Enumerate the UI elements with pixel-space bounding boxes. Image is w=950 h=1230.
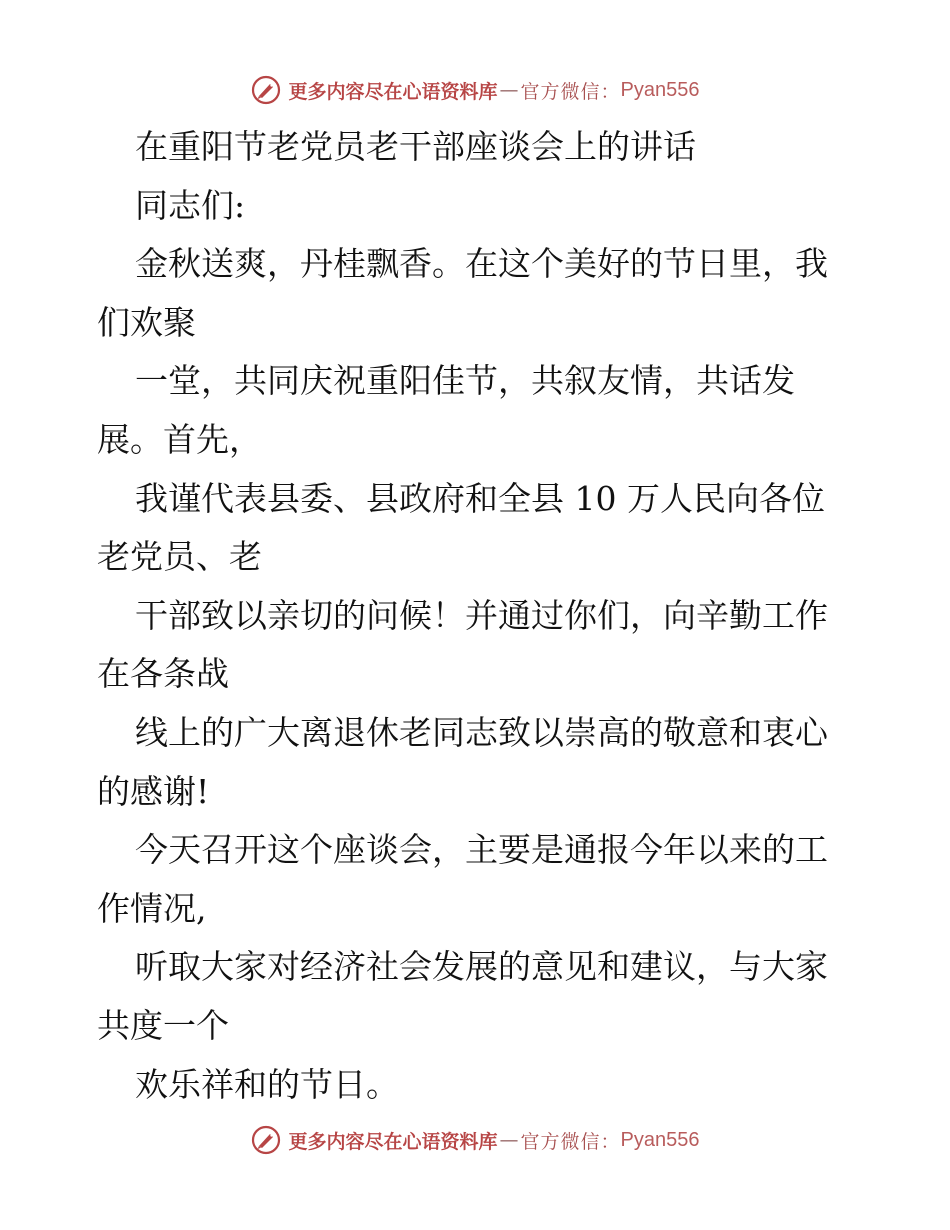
banner-handle: Pyan556 xyxy=(620,78,700,101)
text-line: 干部致以亲切的问候！并通过你们，向辛勤工作 xyxy=(135,595,828,635)
banner-brand: 更多内容尽在心语资料库 xyxy=(288,80,498,103)
text-line: 作情况, xyxy=(97,888,207,928)
banner-dash: — xyxy=(499,1129,519,1151)
banner-brand: 更多内容尽在心语资料库 xyxy=(288,1130,498,1153)
header-banner xyxy=(0,70,950,110)
footer-banner xyxy=(0,1120,950,1160)
text-line: 我谨代表县委、县政府和全县 10 万人民向各位 xyxy=(135,478,825,518)
banner-dash: — xyxy=(499,79,519,101)
pen-nib-logo-icon xyxy=(251,1125,281,1155)
banner-handle: Pyan556 xyxy=(620,1128,700,1151)
text-line: 听取大家对经济社会发展的意见和建议，与大家 xyxy=(135,947,828,987)
banner-wechat-label: 官方微信： xyxy=(520,80,621,103)
text-line: 展。首先， xyxy=(97,419,262,459)
text-line: 金秋送爽，丹桂飘香。在这个美好的节日里，我 xyxy=(135,244,828,284)
text-line: 共度一个 xyxy=(97,1005,229,1045)
text-line: 线上的广大离退休老同志致以崇高的敬意和衷心 xyxy=(135,712,828,752)
text-line: 们欢聚 xyxy=(97,302,196,342)
text-line: 的感谢! xyxy=(97,771,210,811)
text-line: 在各条战 xyxy=(97,654,229,694)
text-line: 一堂，共同庆祝重阳佳节，共叙友情，共话发 xyxy=(135,361,795,401)
text-line: 欢乐祥和的节日。 xyxy=(135,1064,399,1104)
banner-wechat-label: 官方微信： xyxy=(520,1130,621,1153)
pen-nib-logo-icon xyxy=(251,75,281,105)
salutation: 同志们: xyxy=(135,185,246,225)
text-line: 老党员、老 xyxy=(97,537,262,577)
document-title: 在重阳节老党员老干部座谈会上的讲话 xyxy=(135,127,696,166)
document-body xyxy=(97,118,857,1114)
text-line: 今天召开这个座谈会，主要是通报今年以来的工 xyxy=(135,830,828,870)
